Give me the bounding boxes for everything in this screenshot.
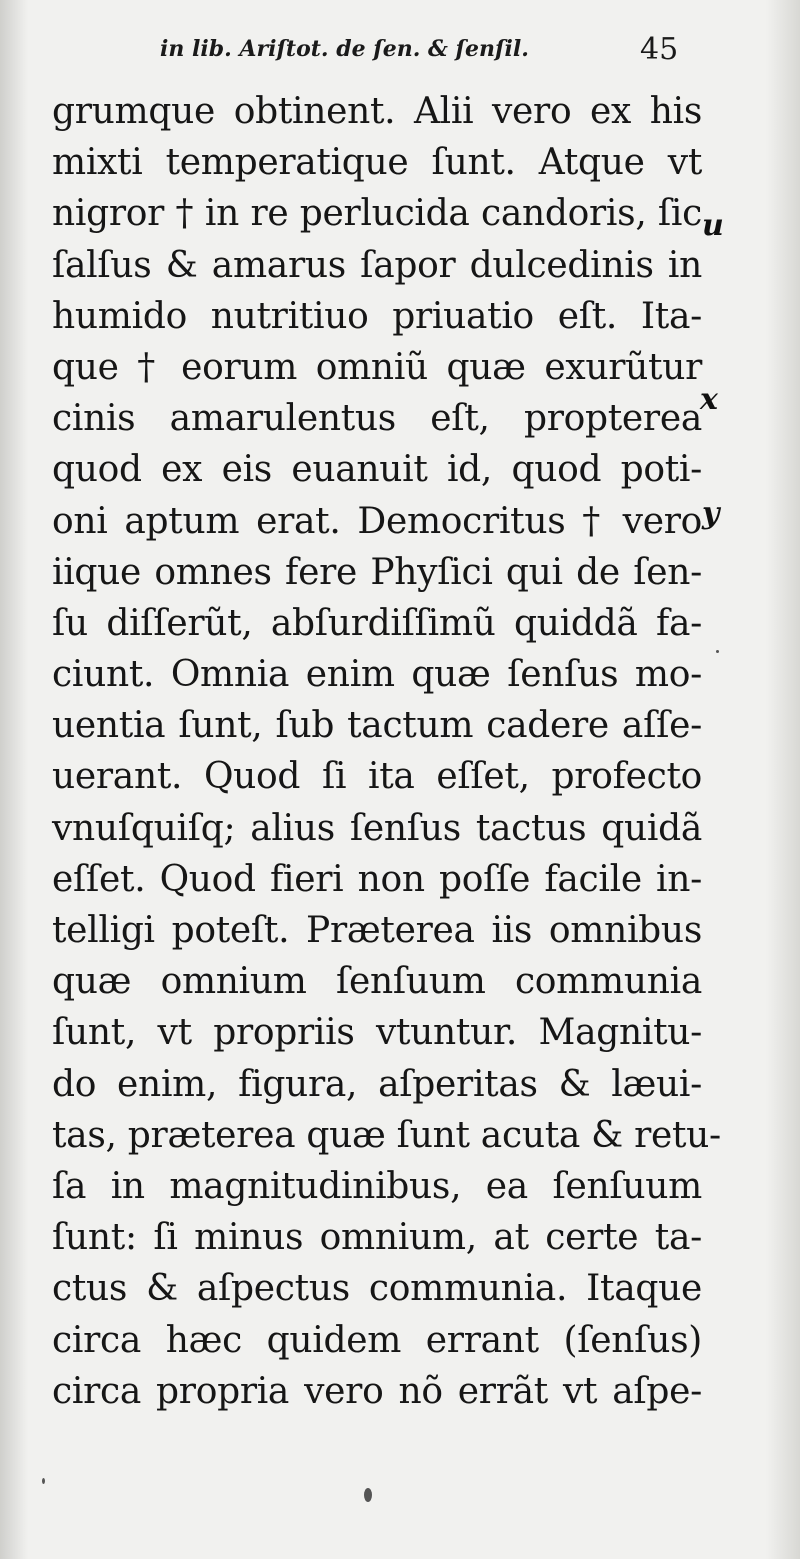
text-line: quæ omnium ſenſuum communia <box>52 961 702 1003</box>
text-line: ciunt. Omnia enim quæ ſenſus mo- <box>52 654 702 696</box>
margin-note-y: y <box>702 496 720 531</box>
text-line: ſalſus & amarus ſapor dulcedinis in <box>52 244 702 286</box>
text-line: ſunt: ſi minus omnium, at certe ta- <box>52 1217 702 1259</box>
ink-speck <box>716 650 719 653</box>
text-line: humido nutritiuo priuatio eſt. Ita- <box>52 295 702 337</box>
text-line: telligi poteſt. Præterea iis omnibus <box>52 910 702 951</box>
text-line: ctus & aſpectus communia. Itaque <box>52 1268 702 1310</box>
text-line: ſunt, vt propriis vtuntur. Magnitu- <box>52 1012 702 1054</box>
text-line: quod ex eis euanuit id, quod poti- <box>52 449 702 491</box>
ink-speck <box>42 1478 45 1484</box>
text-line: uentia ſunt, ſub tactum cadere aſſe- <box>52 705 702 747</box>
text-line: do enim, figura, aſperitas & læui- <box>52 1063 702 1105</box>
text-line: oni aptum erat. Democritus † vero <box>52 500 702 542</box>
text-line: eſſet. Quod fieri non poſſe facile in- <box>52 858 702 900</box>
running-head: in lib. Ariſtot. de ſen. & ſenſil. <box>160 36 529 62</box>
page-gutter-shadow <box>0 0 28 1559</box>
text-line: ſa in magnitudinibus, ea ſenſuum <box>52 1165 702 1207</box>
page-number: 45 <box>640 32 679 67</box>
text-line: mixti temperatique ſunt. Atque vt <box>52 142 702 184</box>
text-line: tas, præterea quæ ſunt acuta & retu- <box>52 1114 721 1156</box>
text-line: circa hæc quidem errant (ſenſus) <box>52 1319 702 1361</box>
text-line: uerant. Quod ſi ita eſſet, profecto <box>52 756 702 798</box>
text-line: iique omnes fere Phyſici qui de ſen- <box>52 551 702 593</box>
ink-speck <box>364 1488 372 1502</box>
text-line: ſu diſſerũt, abſurdiſſimũ quiddã fa- <box>52 602 702 644</box>
text-line: vnuſquiſq; alius ſenſus tactus quidã <box>52 807 702 849</box>
margin-note-u: u <box>702 208 724 243</box>
text-line: cinis amarulentus eſt, propterea <box>52 398 702 440</box>
text-line: grumque obtinent. Alii vero ex his <box>52 91 702 132</box>
text-line: que † eorum omniũ quæ exurũtur <box>52 346 702 388</box>
page-edge-shadow <box>766 0 800 1559</box>
body-text <box>52 86 721 1417</box>
text-line: circa propria vero nõ errãt vt aſpe- <box>52 1370 702 1412</box>
text-line: nigror † in re perlucida candoris, ſic <box>52 193 702 235</box>
margin-note-x: x <box>700 382 718 417</box>
